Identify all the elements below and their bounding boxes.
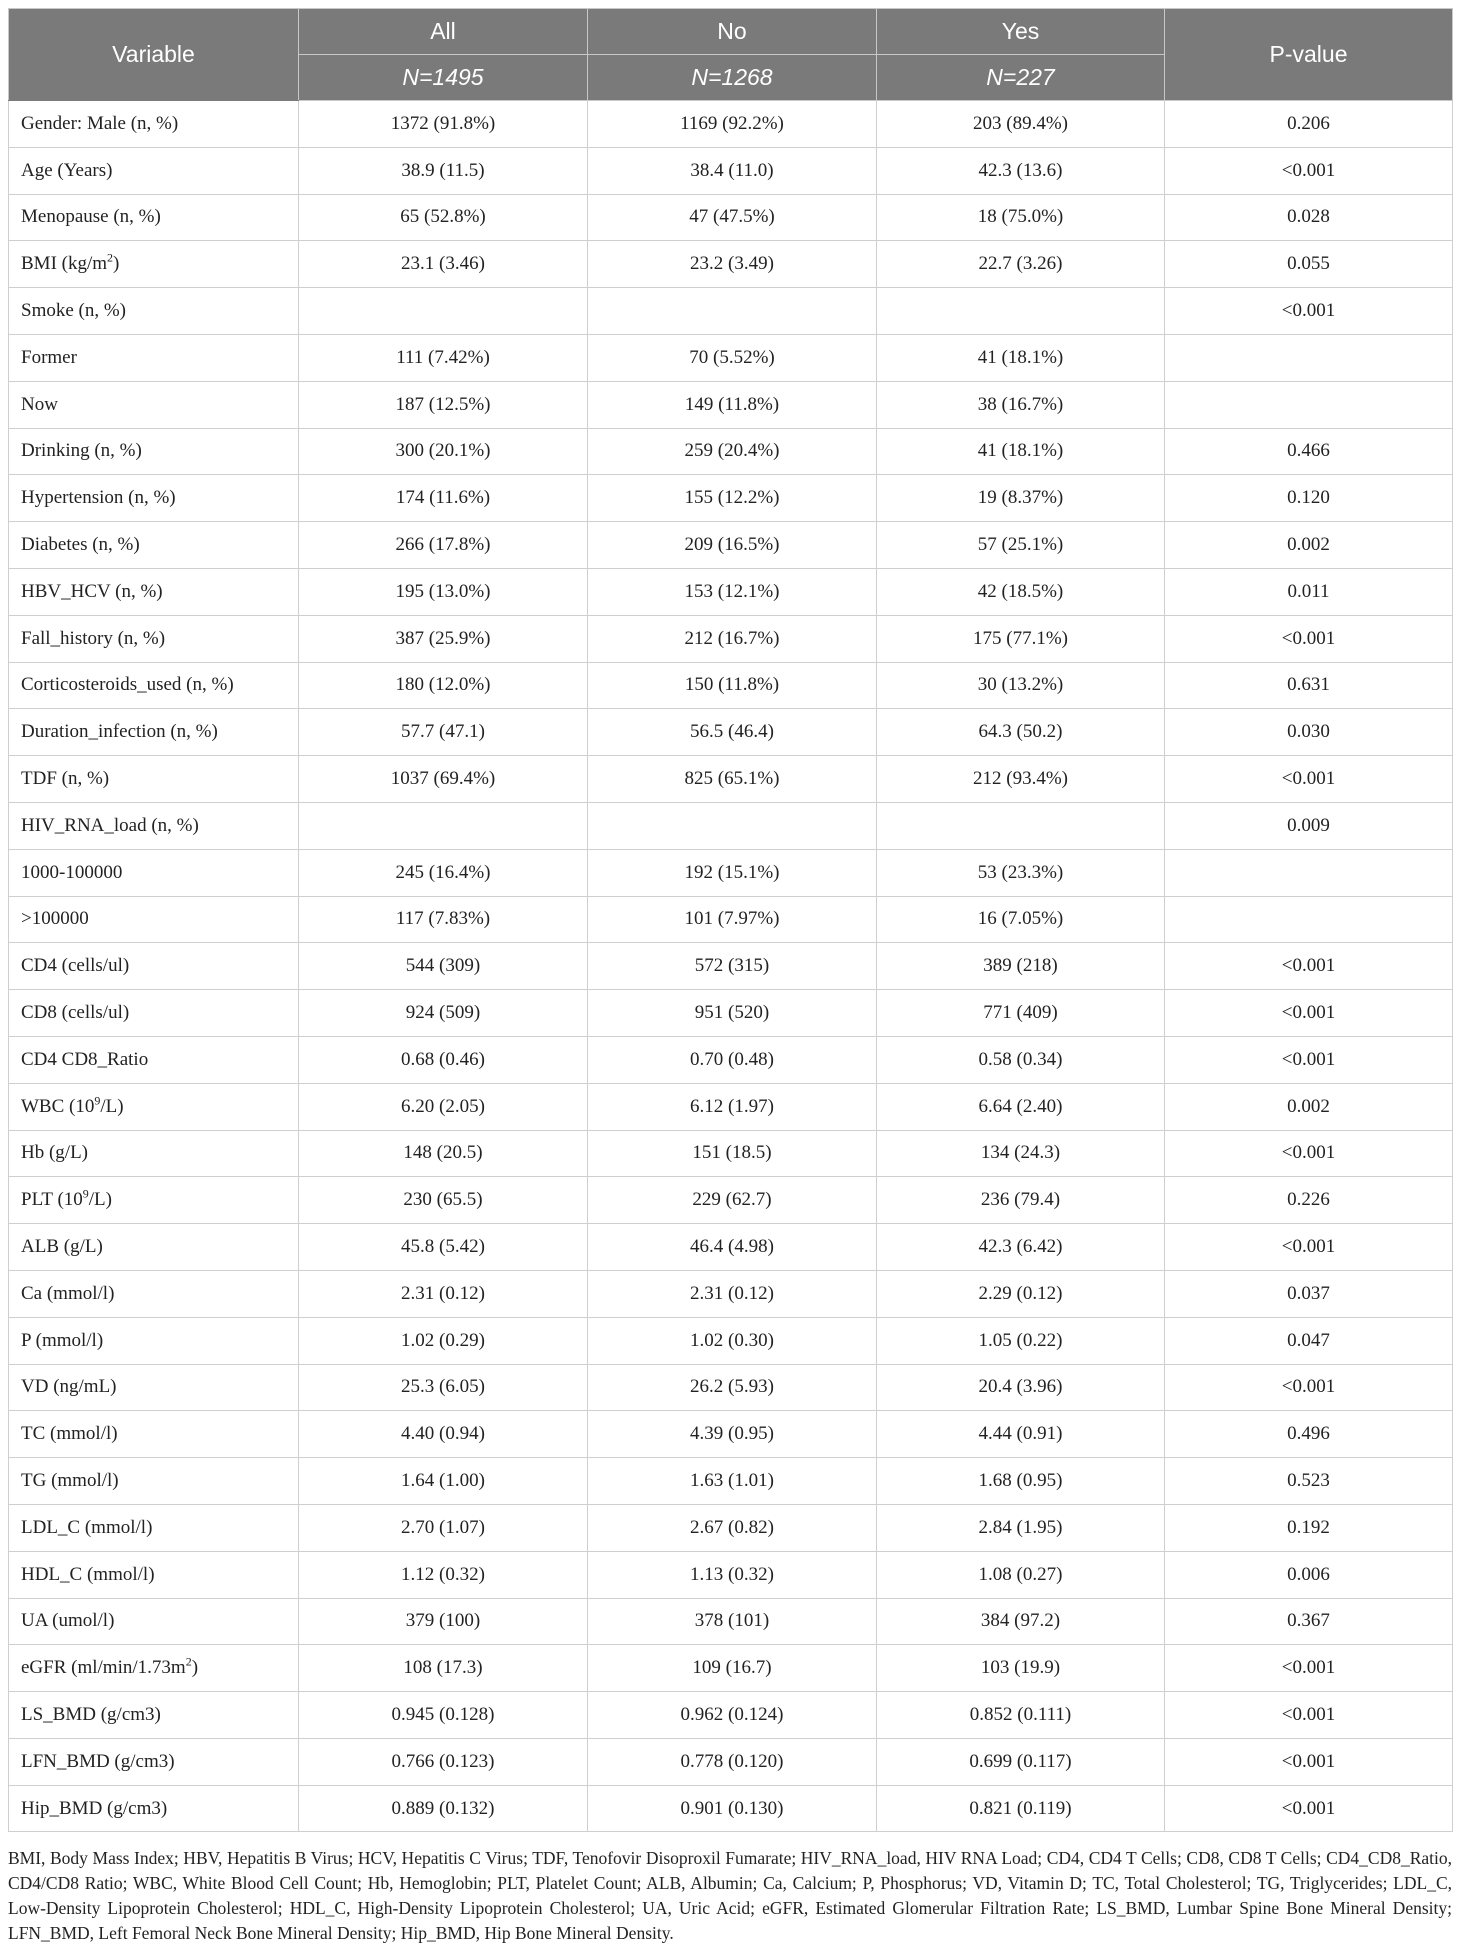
cell-yes: 103 (19.9): [877, 1645, 1165, 1692]
row-label: [9, 1411, 299, 1458]
table-row: [9, 522, 1453, 569]
cell-all: 1037 (69.4%): [299, 756, 588, 803]
table-row: [9, 1504, 1453, 1551]
cell-all: 23.1 (3.46): [299, 241, 588, 288]
cell-no: 2.31 (0.12): [588, 1270, 877, 1317]
table-row: [9, 756, 1453, 803]
cell-pvalue: <0.001: [1165, 1645, 1453, 1692]
cell-no: 2.67 (0.82): [588, 1504, 877, 1551]
cell-no: 6.12 (1.97): [588, 1083, 877, 1130]
table-row: [9, 334, 1453, 381]
cell-pvalue: 0.226: [1165, 1177, 1453, 1224]
row-label: [9, 1270, 299, 1317]
cell-pvalue: <0.001: [1165, 756, 1453, 803]
cell-pvalue: <0.001: [1165, 990, 1453, 1037]
cell-yes: 1.05 (0.22): [877, 1317, 1165, 1364]
cell-pvalue: <0.001: [1165, 1692, 1453, 1739]
cell-all: 111 (7.42%): [299, 334, 588, 381]
cell-pvalue: 0.206: [1165, 101, 1453, 148]
cell-pvalue: [1165, 381, 1453, 428]
cell-no: 1169 (92.2%): [588, 101, 877, 148]
cell-all: 387 (25.9%): [299, 615, 588, 662]
cell-no: 229 (62.7): [588, 1177, 877, 1224]
row-label: [9, 849, 299, 896]
table-row: [9, 1738, 1453, 1785]
row-label: [9, 1551, 299, 1598]
row-label: [9, 381, 299, 428]
cell-pvalue: [1165, 849, 1453, 896]
cell-all: 180 (12.0%): [299, 662, 588, 709]
row-label: [9, 1692, 299, 1739]
table-row: [9, 896, 1453, 943]
cell-yes: 38 (16.7%): [877, 381, 1165, 428]
cell-pvalue: 0.523: [1165, 1458, 1453, 1505]
cell-no: 0.70 (0.48): [588, 1036, 877, 1083]
row-label-text: eGFR (ml/min/1.73m: [21, 1657, 186, 1679]
table-container: [8, 8, 1452, 1946]
row-label-text: CD8 (cells/ul): [21, 1002, 130, 1024]
data-table: [8, 8, 1453, 1832]
row-label-text: TDF (n, %): [21, 768, 110, 790]
row-label: [9, 756, 299, 803]
row-label-text: HDL_C (mmol/l): [21, 1563, 155, 1585]
cell-yes: 64.3 (50.2): [877, 709, 1165, 756]
cell-yes: 0.852 (0.111): [877, 1692, 1165, 1739]
row-label-suffix: /L): [88, 1189, 112, 1211]
cell-no: 192 (15.1%): [588, 849, 877, 896]
row-label: [9, 990, 299, 1037]
header-group-no: No: [588, 9, 877, 55]
cell-pvalue: <0.001: [1165, 288, 1453, 335]
row-label: [9, 896, 299, 943]
cell-all: 266 (17.8%): [299, 522, 588, 569]
cell-no: 1.02 (0.30): [588, 1317, 877, 1364]
cell-no: 149 (11.8%): [588, 381, 877, 428]
row-label-suffix: ): [113, 253, 120, 275]
cell-no: 26.2 (5.93): [588, 1364, 877, 1411]
cell-no: 1.13 (0.32): [588, 1551, 877, 1598]
cell-all: 0.766 (0.123): [299, 1738, 588, 1785]
row-label-text: Fall_history (n, %): [21, 627, 166, 649]
cell-pvalue: 0.466: [1165, 428, 1453, 475]
row-label: [9, 522, 299, 569]
table-row: [9, 662, 1453, 709]
row-label: [9, 1224, 299, 1271]
cell-pvalue: <0.001: [1165, 1785, 1453, 1832]
cell-all: 65 (52.8%): [299, 194, 588, 241]
cell-all: 0.68 (0.46): [299, 1036, 588, 1083]
table-row: [9, 615, 1453, 662]
table-row: [9, 1224, 1453, 1271]
cell-all: 2.31 (0.12): [299, 1270, 588, 1317]
table-row: [9, 1411, 1453, 1458]
table-row: [9, 1317, 1453, 1364]
row-label: [9, 334, 299, 381]
cell-all: [299, 288, 588, 335]
row-label-text: VD (ng/mL): [21, 1376, 117, 1398]
table-row: [9, 802, 1453, 849]
row-label-text: Ca (mmol/l): [21, 1282, 115, 1304]
cell-pvalue: 0.002: [1165, 1083, 1453, 1130]
table-row: [9, 194, 1453, 241]
cell-yes: 6.64 (2.40): [877, 1083, 1165, 1130]
row-label-text: WBC (10: [21, 1095, 95, 1117]
row-label-text: LFN_BMD (g/cm3): [21, 1750, 175, 1772]
cell-no: 0.962 (0.124): [588, 1692, 877, 1739]
table-row: [9, 990, 1453, 1037]
cell-pvalue: [1165, 334, 1453, 381]
row-label: [9, 428, 299, 475]
row-label-text: Hypertension (n, %): [21, 487, 176, 509]
cell-no: 46.4 (4.98): [588, 1224, 877, 1271]
cell-no: 70 (5.52%): [588, 334, 877, 381]
cell-no: 101 (7.97%): [588, 896, 877, 943]
cell-yes: 1.68 (0.95): [877, 1458, 1165, 1505]
cell-no: 1.63 (1.01): [588, 1458, 877, 1505]
cell-all: 1372 (91.8%): [299, 101, 588, 148]
table-row: [9, 1598, 1453, 1645]
cell-yes: 18 (75.0%): [877, 194, 1165, 241]
row-label-superscript: 2: [185, 1654, 192, 1669]
row-label-superscript: 9: [82, 1186, 89, 1201]
cell-all: 1.02 (0.29): [299, 1317, 588, 1364]
row-label-text: TC (mmol/l): [21, 1423, 118, 1445]
cell-no: 109 (16.7): [588, 1645, 877, 1692]
row-label: [9, 1036, 299, 1083]
cell-all: 379 (100): [299, 1598, 588, 1645]
row-label: [9, 288, 299, 335]
cell-yes: 22.7 (3.26): [877, 241, 1165, 288]
table-row: [9, 1692, 1453, 1739]
row-label: [9, 1083, 299, 1130]
row-label-text: TG (mmol/l): [21, 1470, 119, 1491]
cell-yes: 53 (23.3%): [877, 849, 1165, 896]
cell-pvalue: <0.001: [1165, 147, 1453, 194]
cell-yes: 41 (18.1%): [877, 334, 1165, 381]
row-label: [9, 475, 299, 522]
cell-pvalue: 0.037: [1165, 1270, 1453, 1317]
cell-pvalue: 0.055: [1165, 241, 1453, 288]
row-label-text: CD4 CD8_Ratio: [21, 1048, 149, 1070]
row-label: [9, 1738, 299, 1785]
cell-pvalue: 0.006: [1165, 1551, 1453, 1598]
header-group-yes: Yes: [877, 9, 1165, 55]
row-label: [9, 1645, 299, 1692]
cell-all: 0.945 (0.128): [299, 1692, 588, 1739]
header-variable: Variable: [9, 9, 299, 101]
cell-no: 0.778 (0.120): [588, 1738, 877, 1785]
cell-pvalue: 0.002: [1165, 522, 1453, 569]
cell-no: 951 (520): [588, 990, 877, 1037]
table-header: [9, 9, 1453, 101]
cell-no: 23.2 (3.49): [588, 241, 877, 288]
cell-all: 924 (509): [299, 990, 588, 1037]
row-label-text: Hb (g/L): [21, 1142, 89, 1164]
row-label-text: HBV_HCV (n, %): [21, 580, 163, 602]
cell-yes: 42.3 (6.42): [877, 1224, 1165, 1271]
row-label-text: Former: [21, 346, 77, 368]
cell-all: 1.12 (0.32): [299, 1551, 588, 1598]
table-footnote: BMI, Body Mass Index; HBV, Hepatitis B Virus; HCV, Hepatitis C Virus; TDF, Tenofovir Disoproxil Fumarate; HIV_RNA_load, HIV RNA Load; CD4, CD4 T Cells; CD8, CD8 T Cells; CD4_CD8_Ratio, CD4/CD8 Ratio; WBC, White Blood Cell Count; Hb, Hemoglobin; PLT, Platelet Count; ALB, Albumin; Ca, Calcium; P, Phosphorus; VD, Vitamin D; TC, Total Cholesterol; TG, Triglycerides; LDL_C, Low-Density Lipoprotein Cholesterol; HDL_C, High-Density Lipoprotein Cholesterol; UA, Uric Acid; eGFR, Estimated Glomerular Filtration Rate; LS_BMD, Lumbar Spine Bone Mineral Density; LFN_BMD, Left Femoral Neck Bone Mineral Density; Hip_BMD, Hip Bone Mineral Density.: [8, 1848, 1452, 1944]
row-label: [9, 241, 299, 288]
row-label-superscript: 2: [107, 250, 114, 265]
row-label-text: Hip_BMD (g/cm3): [21, 1797, 168, 1819]
row-label-text: Smoke (n, %): [21, 300, 127, 322]
cell-yes: 212 (93.4%): [877, 756, 1165, 803]
header-n-no: N=1268: [588, 55, 877, 101]
row-label-text: LS_BMD (g/cm3): [21, 1703, 161, 1725]
table-row: [9, 1130, 1453, 1177]
cell-yes: 2.29 (0.12): [877, 1270, 1165, 1317]
cell-no: 212 (16.7%): [588, 615, 877, 662]
cell-all: 245 (16.4%): [299, 849, 588, 896]
table-row: [9, 475, 1453, 522]
row-label-text: Drinking (n, %): [21, 440, 142, 462]
row-label: [9, 147, 299, 194]
cell-pvalue: <0.001: [1165, 1364, 1453, 1411]
header-pvalue: P-value: [1165, 9, 1453, 101]
table-row: [9, 1551, 1453, 1598]
cell-no: 47 (47.5%): [588, 194, 877, 241]
row-label: [9, 1177, 299, 1224]
cell-all: 117 (7.83%): [299, 896, 588, 943]
cell-yes: 41 (18.1%): [877, 428, 1165, 475]
row-label-text: UA (umol/l): [21, 1610, 115, 1632]
row-label-text: Corticosteroids_used (n, %): [21, 674, 234, 696]
table-row: [9, 428, 1453, 475]
table-row: [9, 1036, 1453, 1083]
cell-yes: 57 (25.1%): [877, 522, 1165, 569]
cell-no: 0.901 (0.130): [588, 1785, 877, 1832]
table-row: [9, 943, 1453, 990]
table-row: [9, 709, 1453, 756]
row-label-suffix: ): [191, 1657, 199, 1679]
row-label-text: LDL_C (mmol/l): [21, 1516, 153, 1538]
cell-pvalue: 0.496: [1165, 1411, 1453, 1458]
cell-no: 209 (16.5%): [588, 522, 877, 569]
row-label: [9, 101, 299, 148]
cell-pvalue: 0.367: [1165, 1598, 1453, 1645]
cell-all: 6.20 (2.05): [299, 1083, 588, 1130]
table-row: [9, 241, 1453, 288]
cell-all: 187 (12.5%): [299, 381, 588, 428]
row-label: [9, 943, 299, 990]
cell-yes: 0.699 (0.117): [877, 1738, 1165, 1785]
cell-pvalue: <0.001: [1165, 943, 1453, 990]
cell-all: 544 (309): [299, 943, 588, 990]
row-label-text: ALB (g/L): [21, 1236, 103, 1258]
cell-pvalue: <0.001: [1165, 1130, 1453, 1177]
cell-yes: 4.44 (0.91): [877, 1411, 1165, 1458]
row-label: [9, 1317, 299, 1364]
cell-all: 195 (13.0%): [299, 568, 588, 615]
cell-all: 38.9 (11.5): [299, 147, 588, 194]
table-row: [9, 1177, 1453, 1224]
row-label-suffix: /L): [100, 1095, 124, 1117]
cell-pvalue: 0.047: [1165, 1317, 1453, 1364]
table-row: [9, 849, 1453, 896]
cell-yes: 19 (8.37%): [877, 475, 1165, 522]
cell-no: 155 (12.2%): [588, 475, 877, 522]
cell-yes: 771 (409): [877, 990, 1165, 1037]
row-label-superscript: 9: [94, 1093, 101, 1108]
row-label: [9, 568, 299, 615]
cell-yes: 42 (18.5%): [877, 568, 1165, 615]
cell-pvalue: 0.120: [1165, 475, 1453, 522]
row-label-text: Diabetes (n, %): [21, 534, 140, 556]
cell-all: 45.8 (5.42): [299, 1224, 588, 1271]
cell-no: 259 (20.4%): [588, 428, 877, 475]
cell-all: 108 (17.3): [299, 1645, 588, 1692]
header-n-yes: N=227: [877, 55, 1165, 101]
row-label: [9, 709, 299, 756]
cell-no: 153 (12.1%): [588, 568, 877, 615]
row-label-text: CD4 (cells/ul): [21, 955, 130, 977]
row-label-text: Now: [21, 393, 58, 415]
cell-yes: 20.4 (3.96): [877, 1364, 1165, 1411]
cell-all: 148 (20.5): [299, 1130, 588, 1177]
cell-no: 4.39 (0.95): [588, 1411, 877, 1458]
cell-yes: 175 (77.1%): [877, 615, 1165, 662]
row-label: [9, 1130, 299, 1177]
cell-all: 25.3 (6.05): [299, 1364, 588, 1411]
row-label: [9, 1504, 299, 1551]
row-label: [9, 1785, 299, 1832]
cell-all: 0.889 (0.132): [299, 1785, 588, 1832]
header-group-all: All: [299, 9, 588, 55]
table-row: [9, 1083, 1453, 1130]
cell-all: 1.64 (1.00): [299, 1458, 588, 1505]
cell-yes: [877, 802, 1165, 849]
row-label: [9, 194, 299, 241]
cell-pvalue: <0.001: [1165, 1738, 1453, 1785]
cell-pvalue: 0.030: [1165, 709, 1453, 756]
cell-all: 2.70 (1.07): [299, 1504, 588, 1551]
header-n-all: N=1495: [299, 55, 588, 101]
table-row: [9, 101, 1453, 148]
cell-all: [299, 802, 588, 849]
cell-yes: 2.84 (1.95): [877, 1504, 1165, 1551]
row-label: [9, 662, 299, 709]
cell-yes: 42.3 (13.6): [877, 147, 1165, 194]
table-row: [9, 568, 1453, 615]
cell-all: 300 (20.1%): [299, 428, 588, 475]
cell-no: [588, 288, 877, 335]
cell-no: 56.5 (46.4): [588, 709, 877, 756]
cell-pvalue: 0.009: [1165, 802, 1453, 849]
cell-yes: 1.08 (0.27): [877, 1551, 1165, 1598]
cell-all: 57.7 (47.1): [299, 709, 588, 756]
cell-pvalue: <0.001: [1165, 1224, 1453, 1271]
cell-all: 230 (65.5): [299, 1177, 588, 1224]
row-label-text: Duration_infection (n, %): [21, 721, 218, 743]
row-label-text: P (mmol/l): [21, 1329, 104, 1351]
cell-yes: 134 (24.3): [877, 1130, 1165, 1177]
cell-pvalue: <0.001: [1165, 615, 1453, 662]
row-label-text: Menopause (n, %): [21, 206, 161, 228]
table-row: [9, 147, 1453, 194]
table-row: [9, 1785, 1453, 1832]
row-label: [9, 615, 299, 662]
cell-no: 572 (315): [588, 943, 877, 990]
table-row: [9, 288, 1453, 335]
row-label: [9, 1598, 299, 1645]
cell-no: 151 (18.5): [588, 1130, 877, 1177]
cell-yes: 0.821 (0.119): [877, 1785, 1165, 1832]
cell-pvalue: 0.192: [1165, 1504, 1453, 1551]
cell-yes: [877, 288, 1165, 335]
row-label: [9, 802, 299, 849]
table-row: [9, 1364, 1453, 1411]
cell-yes: 16 (7.05%): [877, 896, 1165, 943]
cell-no: [588, 802, 877, 849]
table-row: [9, 381, 1453, 428]
cell-no: 825 (65.1%): [588, 756, 877, 803]
cell-pvalue: 0.631: [1165, 662, 1453, 709]
cell-pvalue: <0.001: [1165, 1036, 1453, 1083]
cell-pvalue: [1165, 896, 1453, 943]
table-body: [9, 101, 1453, 1832]
cell-pvalue: 0.011: [1165, 568, 1453, 615]
cell-yes: 384 (97.2): [877, 1598, 1165, 1645]
row-label-text: BMI (kg/m: [21, 253, 108, 275]
row-label-text: Gender: Male (n, %): [21, 112, 179, 134]
table-row: [9, 1458, 1453, 1505]
cell-yes: 389 (218): [877, 943, 1165, 990]
cell-yes: 236 (79.4): [877, 1177, 1165, 1224]
cell-yes: 203 (89.4%): [877, 101, 1165, 148]
row-label-text: >100000: [21, 908, 89, 930]
cell-no: 38.4 (11.0): [588, 147, 877, 194]
cell-all: 174 (11.6%): [299, 475, 588, 522]
row-label: [9, 1458, 299, 1505]
cell-no: 378 (101): [588, 1598, 877, 1645]
cell-pvalue: 0.028: [1165, 194, 1453, 241]
table-row: [9, 1270, 1453, 1317]
cell-yes: 0.58 (0.34): [877, 1036, 1165, 1083]
row-label-text: 1000-100000: [21, 861, 123, 883]
table-row: [9, 1645, 1453, 1692]
row-label: [9, 1364, 299, 1411]
row-label-text: HIV_RNA_load (n, %): [21, 814, 199, 836]
cell-no: 150 (11.8%): [588, 662, 877, 709]
row-label-text: PLT (10: [21, 1189, 83, 1211]
row-label-text: Age (Years): [21, 159, 113, 181]
cell-yes: 30 (13.2%): [877, 662, 1165, 709]
cell-all: 4.40 (0.94): [299, 1411, 588, 1458]
